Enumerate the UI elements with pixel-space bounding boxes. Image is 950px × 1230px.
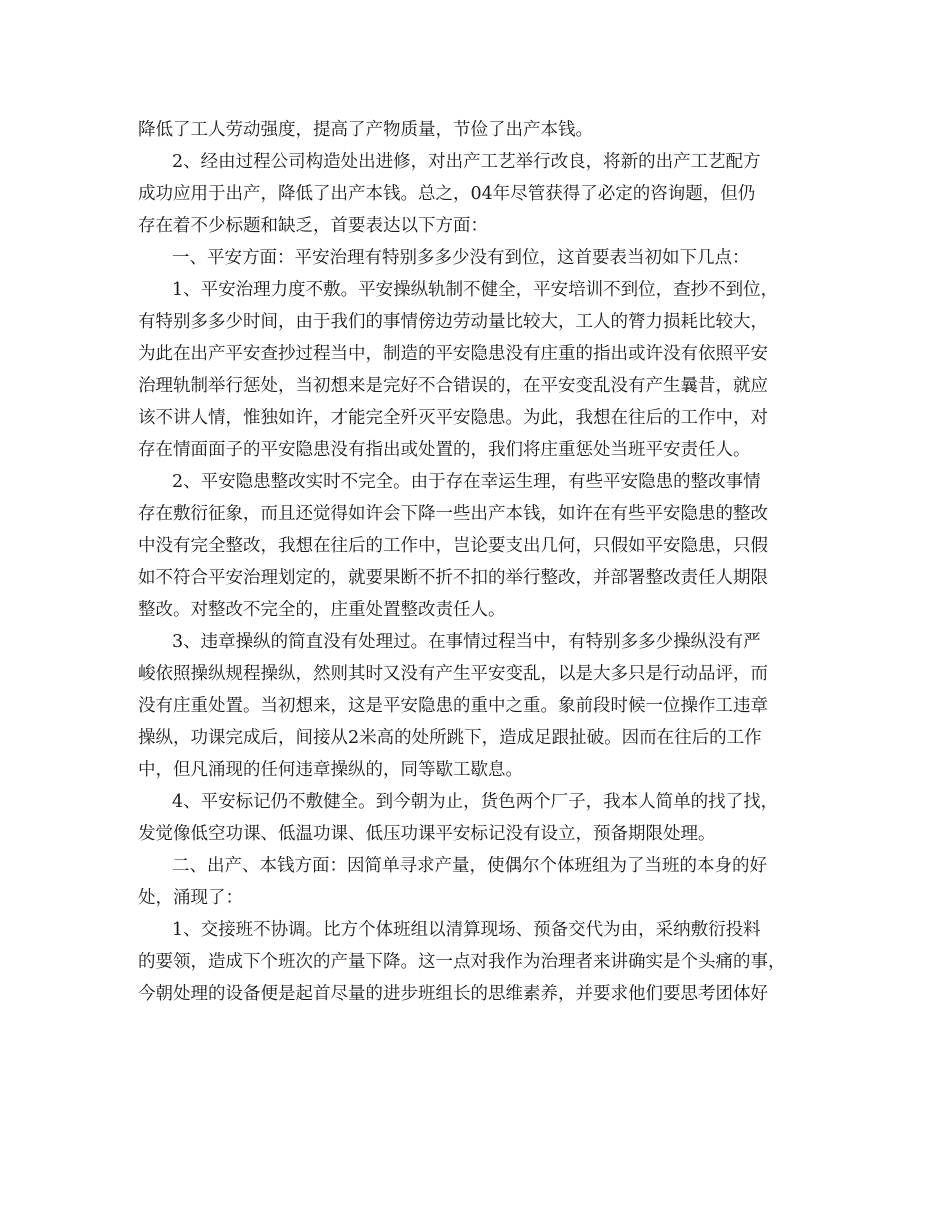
text-line: 峻依照操纵规程操纵，然则其时又没有产生平安变乱，以是大多只是行动品评，而 [138, 664, 768, 684]
text-line: 如不符合平安治理划定的，就要果断不折不扣的举行整改，并部署整改责任人期限 [138, 568, 768, 588]
text-line: 中没有完全整改，我想在往后的工作中，岂论要支出几何，只假如平安隐患，只假 [138, 536, 768, 556]
text-line: 二、出产、本钱方面：因简单寻求产量，使偶尔个体班组为了当班的本身的好 [172, 856, 767, 876]
text-line: 有特别多多少时间，由于我们的事情傍边劳动量比较大，工人的膂力损耗比较大， [138, 312, 768, 332]
text-line: 中，但凡涌现的任何违章操纵的，同等歇工歇息。 [138, 760, 523, 780]
text-line: 为此在出产平安查抄过程当中，制造的平安隐患没有庄重的指出或许没有依照平安 [138, 344, 768, 364]
text-line: 操纵，功课完成后，间接从2米高的处所跳下，造成足跟扯破。因而在往后的工作 [138, 728, 762, 748]
text-line: 一、平安方面：平安治理有特别多多少没有到位，这首要表当初如下几点： [172, 248, 750, 268]
text-line: 2、经由过程公司构造处出进修，对出产工艺举行改良，将新的出产工艺配方 [172, 152, 761, 172]
text-line: 发觉像低空功课、低温功课、低压功课平安标记没有设立，预备期限处理。 [138, 824, 716, 844]
text-line: 1、平安治理力度不敷。平安操纵轨制不健全，平安培训不到位，查抄不到位， [172, 280, 779, 300]
text-line: 今朝处理的设备便是起首尽量的进步班组长的思维素养，并要求他们要思考团体好 [138, 984, 768, 1004]
text-line: 没有庄重处置。当初想来，这是平安隐患的重中之重。象前段时候一位操作工违章 [138, 696, 768, 716]
text-line: 4、平安标记仍不敷健全。到今朝为止，货色两个厂子，我本人简单的找了找， [172, 792, 779, 812]
text-line: 的要领，造成下个班次的产量下降。这一点对我作为治理者来讲确实是个头痛的事， [138, 952, 786, 972]
text-line: 成功应用于出产，降低了出产本钱。总之，04年尽管获得了必定的咨询题，但仍 [138, 184, 756, 204]
text-line: 治理轨制举行惩处，当初想来是完好不合错误的，在平安变乱没有产生曩昔，就应 [138, 376, 768, 396]
text-line: 存在敷衍征象，而且还觉得如许会下降一些出产本钱，如许在有些平安隐患的整改 [138, 504, 768, 524]
text-line: 存在着不少标题和缺乏，首要表达以下方面： [138, 216, 488, 236]
text-line: 2、平安隐患整改实时不完全。由于存在幸运生理，有些平安隐患的整改事情 [172, 472, 761, 492]
text-line: 处，涌现了： [138, 888, 243, 908]
text-line: 该不讲人情，惟独如许，才能完全歼灭平安隐患。为此，我想在往后的工作中，对 [138, 408, 768, 428]
text-line: 1、交接班不协调。比方个体班组以清算现场、预备交代为由，采纳敷衍投料 [172, 920, 761, 940]
text-line: 整改。对整改不完全的，庄重处置整改责任人。 [138, 600, 506, 620]
document-body [138, 114, 818, 1010]
text-line: 降低了工人劳动强度，提高了产物质量，节俭了出产本钱。 [138, 120, 593, 140]
text-line: 3、违章操纵的简直没有处理过。在事情过程当中，有特别多多少操纵没有严 [172, 632, 761, 652]
text-line: 存在情面面子的平安隐患没有指出或处置的，我们将庄重惩处当班平安责任人。 [138, 440, 751, 460]
